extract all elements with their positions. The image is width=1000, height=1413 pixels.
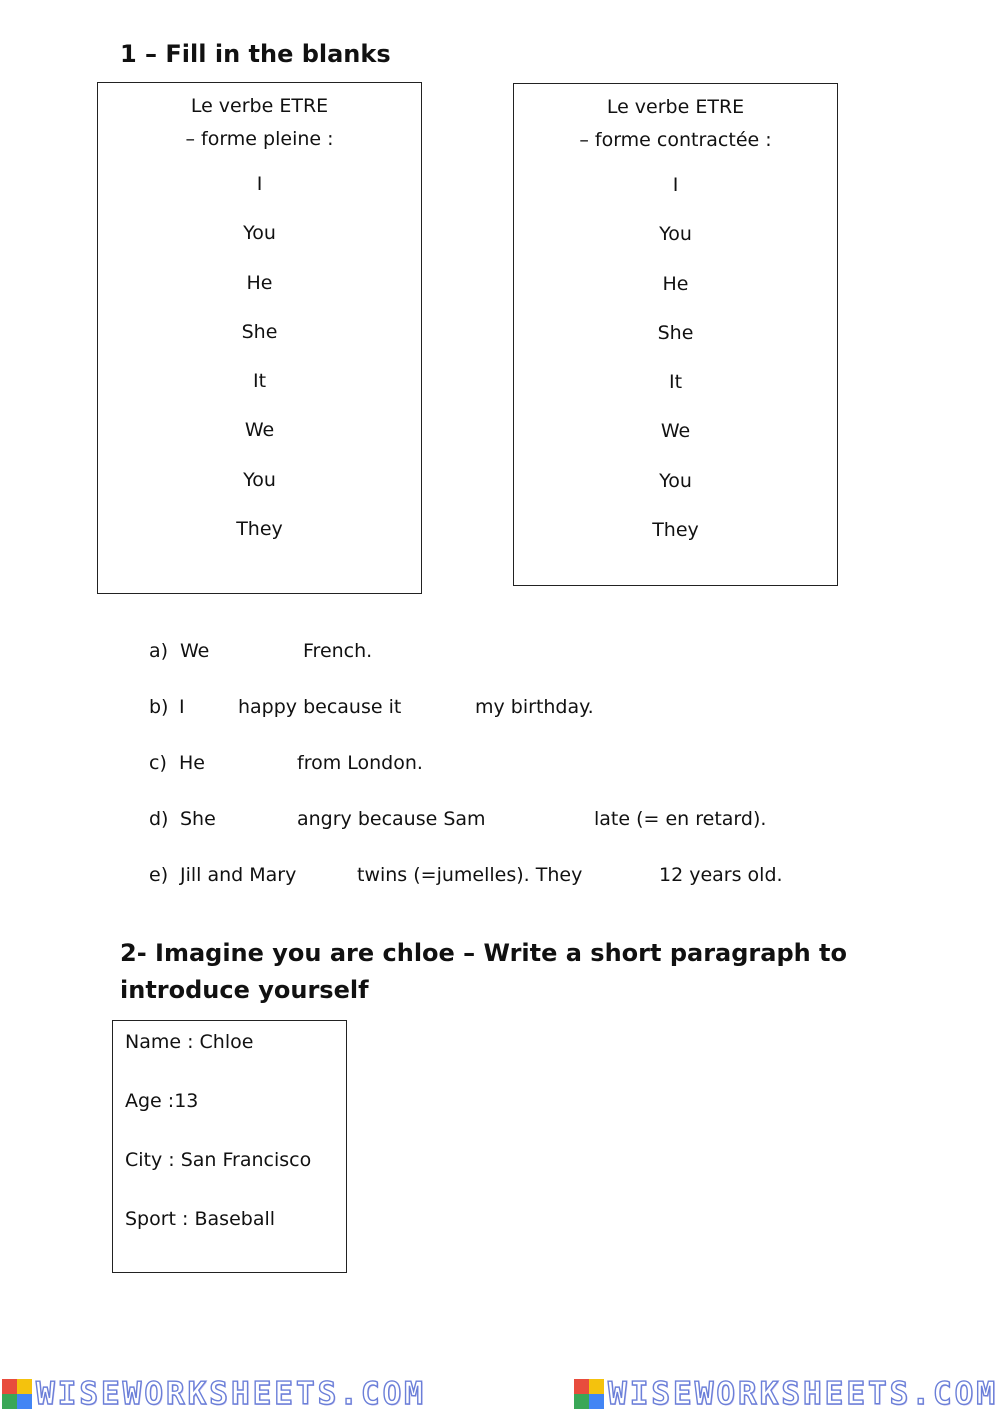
pronoun: It — [668, 371, 683, 394]
exercise-label: d) — [149, 808, 169, 830]
exercise-text: We — [180, 640, 210, 662]
pronoun: We — [660, 420, 691, 443]
conjugation-box-full-form — [97, 82, 422, 594]
section-1-heading: 1 – Fill in the blanks — [120, 40, 391, 68]
pronoun: She — [657, 321, 694, 344]
pronoun: I — [256, 173, 263, 195]
exercise-text: happy because it — [238, 696, 402, 718]
exercise-text: angry because Sam — [297, 808, 486, 830]
pronoun: He — [662, 272, 689, 295]
wise-logo-icon — [2, 1379, 32, 1409]
pronoun-list — [514, 170, 837, 564]
exercise-text: late (= en retard). — [594, 808, 767, 830]
pronoun-list — [98, 169, 421, 563]
box-title-line-1: Le verbe ETRE — [606, 96, 745, 118]
watermark — [2, 1376, 426, 1412]
exercise-text: I — [179, 696, 185, 718]
pronoun: You — [659, 223, 692, 246]
exercise-text: twins (=jumelles). They — [357, 864, 583, 886]
profile-city: City : San Francisco — [125, 1149, 312, 1171]
pronoun: They — [652, 519, 699, 542]
profile-name: Name : Chloe — [125, 1031, 254, 1053]
exercise-text: 12 years old. — [659, 864, 783, 886]
section-2-heading: 2- Imagine you are chloe – Write a short paragraph to introduce yourself — [120, 939, 848, 1004]
box-title — [98, 90, 421, 156]
exercise-text: Jill and Mary — [180, 864, 297, 886]
pronoun: He — [246, 271, 273, 294]
pronoun: She — [241, 320, 278, 343]
profile-sport: Sport : Baseball — [125, 1208, 276, 1230]
pronoun: I — [672, 174, 679, 196]
profile-age: Age :13 — [125, 1090, 199, 1112]
exercise-label: e) — [149, 864, 169, 886]
pronoun: You — [243, 468, 276, 491]
pronoun: We — [244, 419, 275, 442]
pronoun: They — [236, 518, 283, 541]
pronoun: You — [243, 222, 276, 245]
exercise-text: French. — [303, 640, 373, 662]
exercise-label: c) — [149, 752, 167, 774]
conjugation-box-contracted-form — [513, 83, 838, 586]
watermark-text: WISEWORKSHEETS.COM — [608, 1375, 998, 1412]
wise-logo-icon — [574, 1379, 604, 1409]
watermark-text: WISEWORKSHEETS.COM — [36, 1375, 426, 1412]
exercise-label: b) — [149, 696, 169, 718]
profile-card — [112, 1020, 347, 1273]
box-title-line-2: – forme pleine : — [185, 128, 334, 150]
pronoun: It — [252, 370, 267, 393]
exercise-text: from London. — [297, 752, 423, 774]
box-title — [514, 91, 837, 157]
pronoun: You — [659, 469, 692, 492]
exercise-label: a) — [149, 640, 169, 662]
exercise-text: He — [179, 752, 205, 774]
footer-watermark — [0, 1374, 1000, 1413]
exercise-text: my birthday. — [475, 696, 594, 718]
exercise-text: She — [180, 808, 216, 830]
box-title-line-2: – forme contractée : — [579, 129, 772, 151]
watermark — [574, 1376, 998, 1412]
box-title-line-1: Le verbe ETRE — [190, 95, 329, 117]
